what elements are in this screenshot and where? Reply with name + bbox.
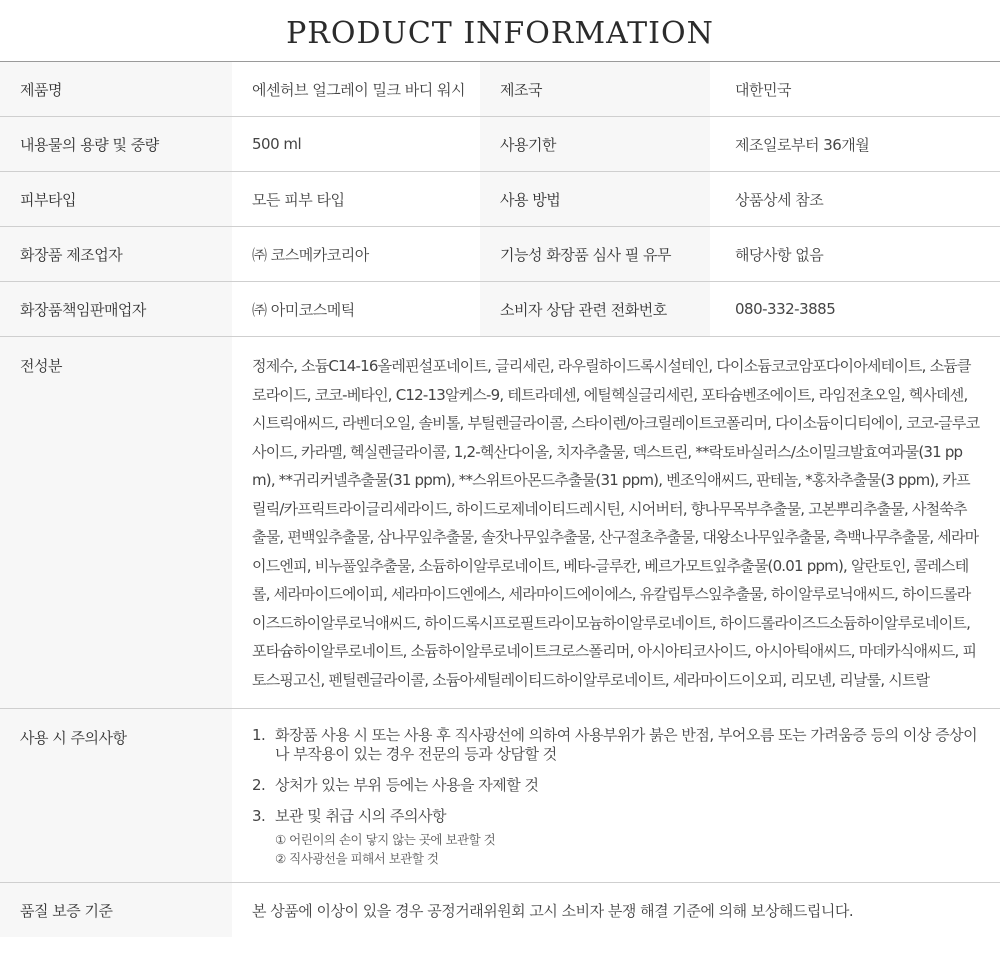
- caution-number: 1.: [252, 726, 266, 744]
- row-value: 500 ml: [252, 135, 302, 153]
- caution-text: 상처가 있는 부위 등에는 사용을 자제할 것: [275, 776, 539, 794]
- row-label: 사용 방법: [480, 172, 710, 226]
- row-value: 상품상세 참조: [735, 190, 824, 209]
- cautions-row: [0, 709, 1000, 883]
- row-label: 피부타입: [0, 172, 232, 226]
- row-label: 사용기한: [480, 117, 710, 171]
- row-label: 소비자 상담 관련 전화번호: [480, 282, 710, 336]
- row-value: 080-332-3885: [735, 300, 836, 318]
- product-info-table: [0, 62, 1000, 937]
- quality-text: 본 상품에 이상이 있을 경우 공정거래위원회 고시 소비자 분쟁 해결 기준에 의해 보상해드립니다.: [252, 901, 854, 920]
- caution-content: [275, 807, 495, 868]
- caution-text: 화장품 사용 시 또는 사용 후 직사광선에 의하여 사용부위가 붉은 반점, 부어오름 또는 가려움증 등의 이상 증상이나 부작용이 있는 경우 전문의 등과 상담할 것: [275, 726, 978, 763]
- row-value: 대한민국: [735, 80, 791, 99]
- row-label: 제조국: [480, 62, 710, 116]
- table-row: [0, 227, 1000, 282]
- page-title: PRODUCT INFORMATION: [0, 0, 1000, 62]
- row-label: 제품명: [0, 62, 232, 116]
- ingredients-row: [0, 337, 1000, 709]
- table-row: [0, 117, 1000, 172]
- ingredients-text: 정제수, 소듐C14-16올레핀설포네이트, 글리세린, 라우릴하이드록시설테인, 다이소듐코코암포다이아세테이트, 소듐클로라이드, 코코-베타인, C12-13알케스-9, 테트라데센, 에틸헥실글리세린, 포타슘벤조에이트, 라임전초오일, 헥사데센, 시트릭애씨드, 라벤더오일, 솔비톨, 부틸렌글라이콜, 스타이렌/아크릴레이트코폴리머, 다이소듐이디티에이, 코코-글루코사이드, 카라멜, 헥실렌글라이콜, 1,2-헥산다이올, 치자추출물, 덱스트린, **락토바실러스/소이밀크발효여과물(31 ppm), **귀리커넬추출물(31 ppm), **스위트아몬드추출물(31 ppm), 벤조익애씨드, 판테놀, *홍차추출물(3 ppm), 카프릴릭/카프릭트라이글리세라이드, 하이드로제네이티드레시틴, 시어버터, 향나무목부추출물, 고본뿌리추출물, 사철쑥추출물, 편백잎추출물, 삼나무잎추출물, 솔잣나무잎추출물, 산구절초추출물, 대왕소나무잎추출물, 측백나무추출물, 세라마이드엔피, 비누풀잎추출물, 소듐하이알루로네이트, 베타-글루칸, 베르가모트잎추출물(0.01 ppm), 알란토인, 콜레스테롤, 세라마이드에이피, 세라마이드엔에스, 세라마이드에이에스, 유칼립투스잎추출물, 하이알루로닉애씨드, 하이드롤라이즈드하이알루로닉애씨드, 하이드록시프로필트라이모늄하이알루로네이트, 하이드롤라이즈드소듐하이알루로네이트, 포타슘하이알루로네이트, 소듐하이알루로네이트크로스폴리머, 아시아티코사이드, 아시아틱애씨드, 마데카식애씨드, 피토스핑고신, 펜틸렌글라이콜, 소듐아세틸레이티드하이알루로네이트, 세라마이드이오피, 리모넨, 리날룰, 시트랄: [252, 357, 980, 689]
- table-row: [0, 282, 1000, 337]
- caution-number: 3.: [252, 807, 266, 825]
- row-value: ㈜ 코스메카코리아: [252, 245, 369, 264]
- caution-item: [252, 807, 980, 868]
- ingredients-label: 전성분: [0, 337, 232, 708]
- row-value: 제조일로부터 36개월: [735, 135, 870, 154]
- caution-number: 2.: [252, 776, 266, 794]
- quality-label: 품질 보증 기준: [0, 883, 232, 937]
- caution-item: [252, 776, 980, 795]
- caution-item: [252, 726, 980, 764]
- caution-text: 보관 및 취급 시의 주의사항: [275, 807, 446, 825]
- row-value: 에센허브 얼그레이 밀크 바디 워시: [252, 80, 465, 99]
- caution-subitem: ② 직사광선을 피해서 보관할 것: [275, 851, 439, 866]
- table-row: [0, 62, 1000, 117]
- caution-subitem: ① 어린이의 손이 닿지 않는 곳에 보관할 것: [275, 832, 496, 847]
- row-value: 모든 피부 타입: [252, 190, 345, 209]
- cautions-label: 사용 시 주의사항: [0, 709, 232, 882]
- cautions-list: [232, 709, 1000, 882]
- row-label: 기능성 화장품 심사 필 유무: [480, 227, 710, 281]
- row-label: 화장품책임판매업자: [0, 282, 232, 336]
- row-label: 내용물의 용량 및 중량: [0, 117, 232, 171]
- row-label: 화장품 제조업자: [0, 227, 232, 281]
- row-value: 해당사항 없음: [735, 245, 824, 264]
- table-row: [0, 172, 1000, 227]
- row-value: ㈜ 아미코스메틱: [252, 300, 355, 319]
- quality-row: [0, 883, 1000, 937]
